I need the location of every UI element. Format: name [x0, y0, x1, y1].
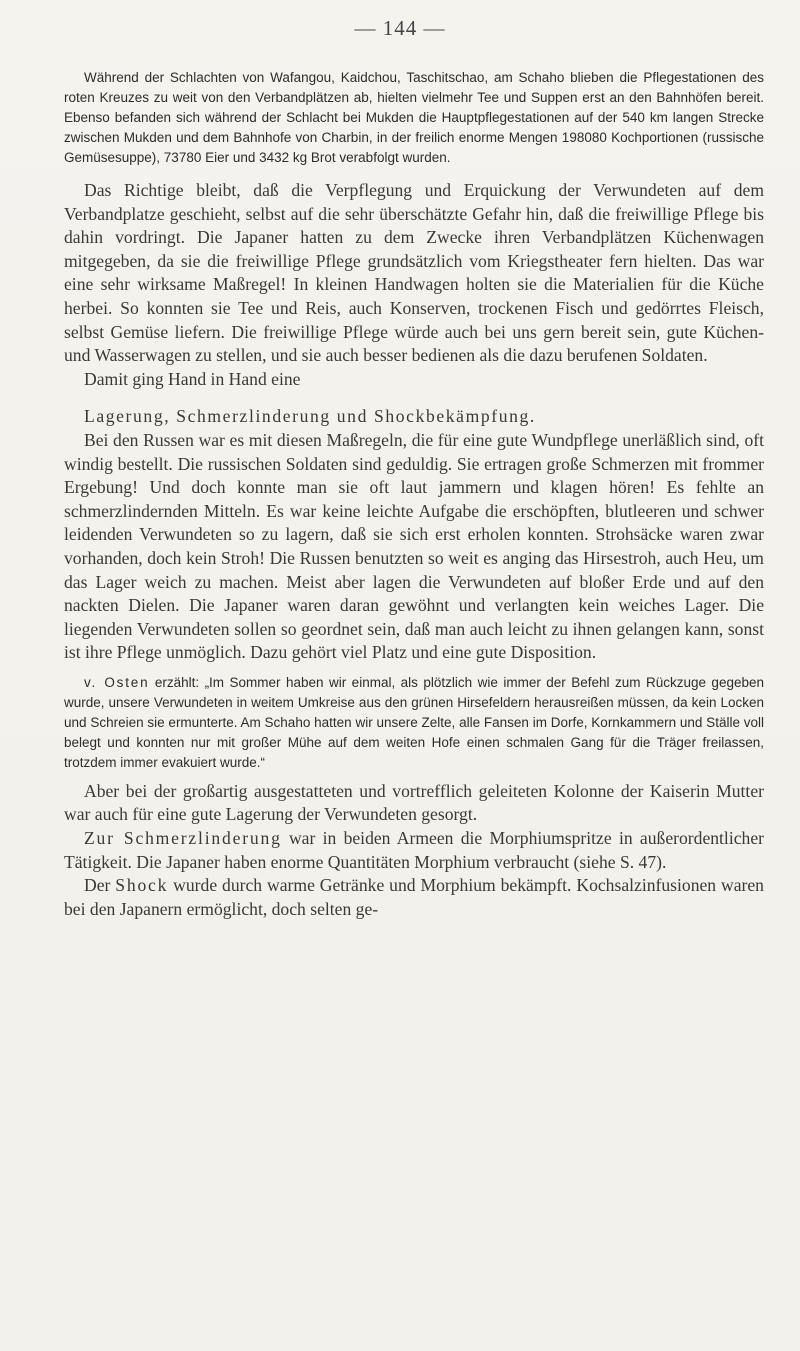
quote-author: v. Osten	[84, 674, 150, 690]
term-schmerzlinderung: Zur Schmerzlinderung	[84, 828, 282, 849]
quote-text: erzählt: „Im Sommer haben wir einmal, als plötzlich wie immer der Befehl zum Rückzuge gegeben wurde, unsere Verwundeten in weitem Umkreise aus den grünen Hirsefeldern herausreißen müssen, da kein Locken und Schreien sie ermunterte. Am Schaho hatten wir unsere Zelte, alle Fansen im Dorfe, Kornkammern und Ställe voll belegt und konnten nur mit großer Mühe auf dem weiten Hofe einen schmalen Gang für die Träger freilassen, trotzdem immer evakuiert wurde.“	[64, 674, 764, 770]
schmerzlinderung-text: war in beiden Armeen die Morphiumspritze in außerordentlicher Tätigkeit. Die Japaner haben enorme Quantitäten Morphium verbraucht (siehe S. 47).	[64, 828, 764, 872]
shock-text: wurde durch warme Getränke und Morphium bekämpft. Kochsalzinfusionen waren bei den Japanern ermöglicht, doch selten ge-	[64, 875, 764, 919]
paragraph-schmerzlinderung	[64, 827, 764, 874]
paragraph-shock	[64, 874, 764, 921]
page-number: — 144 —	[354, 16, 446, 40]
paragraph-pflegestationen: Während der Schlachten von Wafangou, Kaidchou, Taschitschao, am Schaho blieben die Pflegestationen des roten Kreuzes zu weit von den Verbandplätzen ab, hielten vielmehr Tee und Suppen erst an den Bahnhöfen bereit. Ebenso befanden sich während der Schlacht bei Mukden die Hauptpflegestationen auf der 540 km langen Strecke zwischen Mukden und dem Bahnhofe von Charbin, in der freilich enorme Mengen 198080 Kochportionen (russische Gemüsesuppe), 73780 Eier und 3432 kg Brot verabfolgt wurden.	[64, 70, 764, 165]
paragraph-verpflegung: Das Richtige bleibt, daß die Verpflegung und Erquickung der Verwundeten auf dem Verbandplatze geschieht, selbst auf die sehr überschätzte Gefahr hin, daß die freiwillige Pflege bis dahin vordringt. Die Japaner hatten zu dem Zwecke ihren Verbandplätzen Küchenwagen mitgegeben, da sie die freiwillige Pflege grundsätzlich vom Kriegstheater fern hielten. Das war eine sehr wirksame Maßregel! In kleinen Handwagen holten sie die Materialien für die Küche herbei. So konnten sie Tee und Reis, auch Konserven, trockenen Fisch und gedörrtes Fleisch, selbst Gemüse liefern. Die freiwillige Pflege würde auch bei uns gern bereit sein, gute Küchen- und Wasserwagen zu stellen, und sie auch besser bedienen als die dazu berufenen Soldaten.	[64, 180, 764, 366]
page-body	[64, 68, 764, 921]
paragraph-transition: Damit ging Hand in Hand eine	[84, 368, 301, 389]
term-shock: Shock	[115, 875, 169, 896]
paragraph-lagerung: Bei den Russen war es mit diesen Maßregeln, die für eine gute Wundpflege unerläßlich sind, oft windig bestellt. Die russischen Soldaten sind geduldig. Sie ertragen große Schmerzen mit frommer Ergebung! Und doch konnte man sie oft laut jammern und klagen hören! Es fehlte an schmerzlindernden Mitteln. Es war keine leichte Aufgabe die erschöpften, blutleeren und schwer leidenden Verwundeten so zu lagern, daß sie sich erst erholen konnten. Strohsäcke waren zwar vorhanden, doch kein Stroh! Die Russen benutzten so weit es anging das Hirsestroh, auch Heu, um das Lager weich zu machen. Meist aber lagen die Verwundeten auf bloßer Erde und auf den nackten Dielen. Die Japaner waren daran gewöhnt und verlangten kein weiches Lager. Die liegenden Verwundeten sollen so geordnet sein, daß man auch leicht zu ihnen gelangen kann, sonst ist ihre Pflege unmöglich. Dazu gehört viel Platz und eine gute Disposition.	[64, 429, 764, 663]
paragraph-kolonne: Aber bei der großartig ausgestatteten und vortrefflich geleiteten Kolonne der Kaiserin Mutter war auch für eine gute Lagerung der Verwundeten gesorgt.	[64, 780, 764, 825]
shock-lead: Der	[84, 875, 116, 896]
quote-paragraph	[64, 673, 764, 773]
section-heading: Lagerung, Schmerzlinderung und Shockbekämpfung.	[84, 406, 536, 427]
